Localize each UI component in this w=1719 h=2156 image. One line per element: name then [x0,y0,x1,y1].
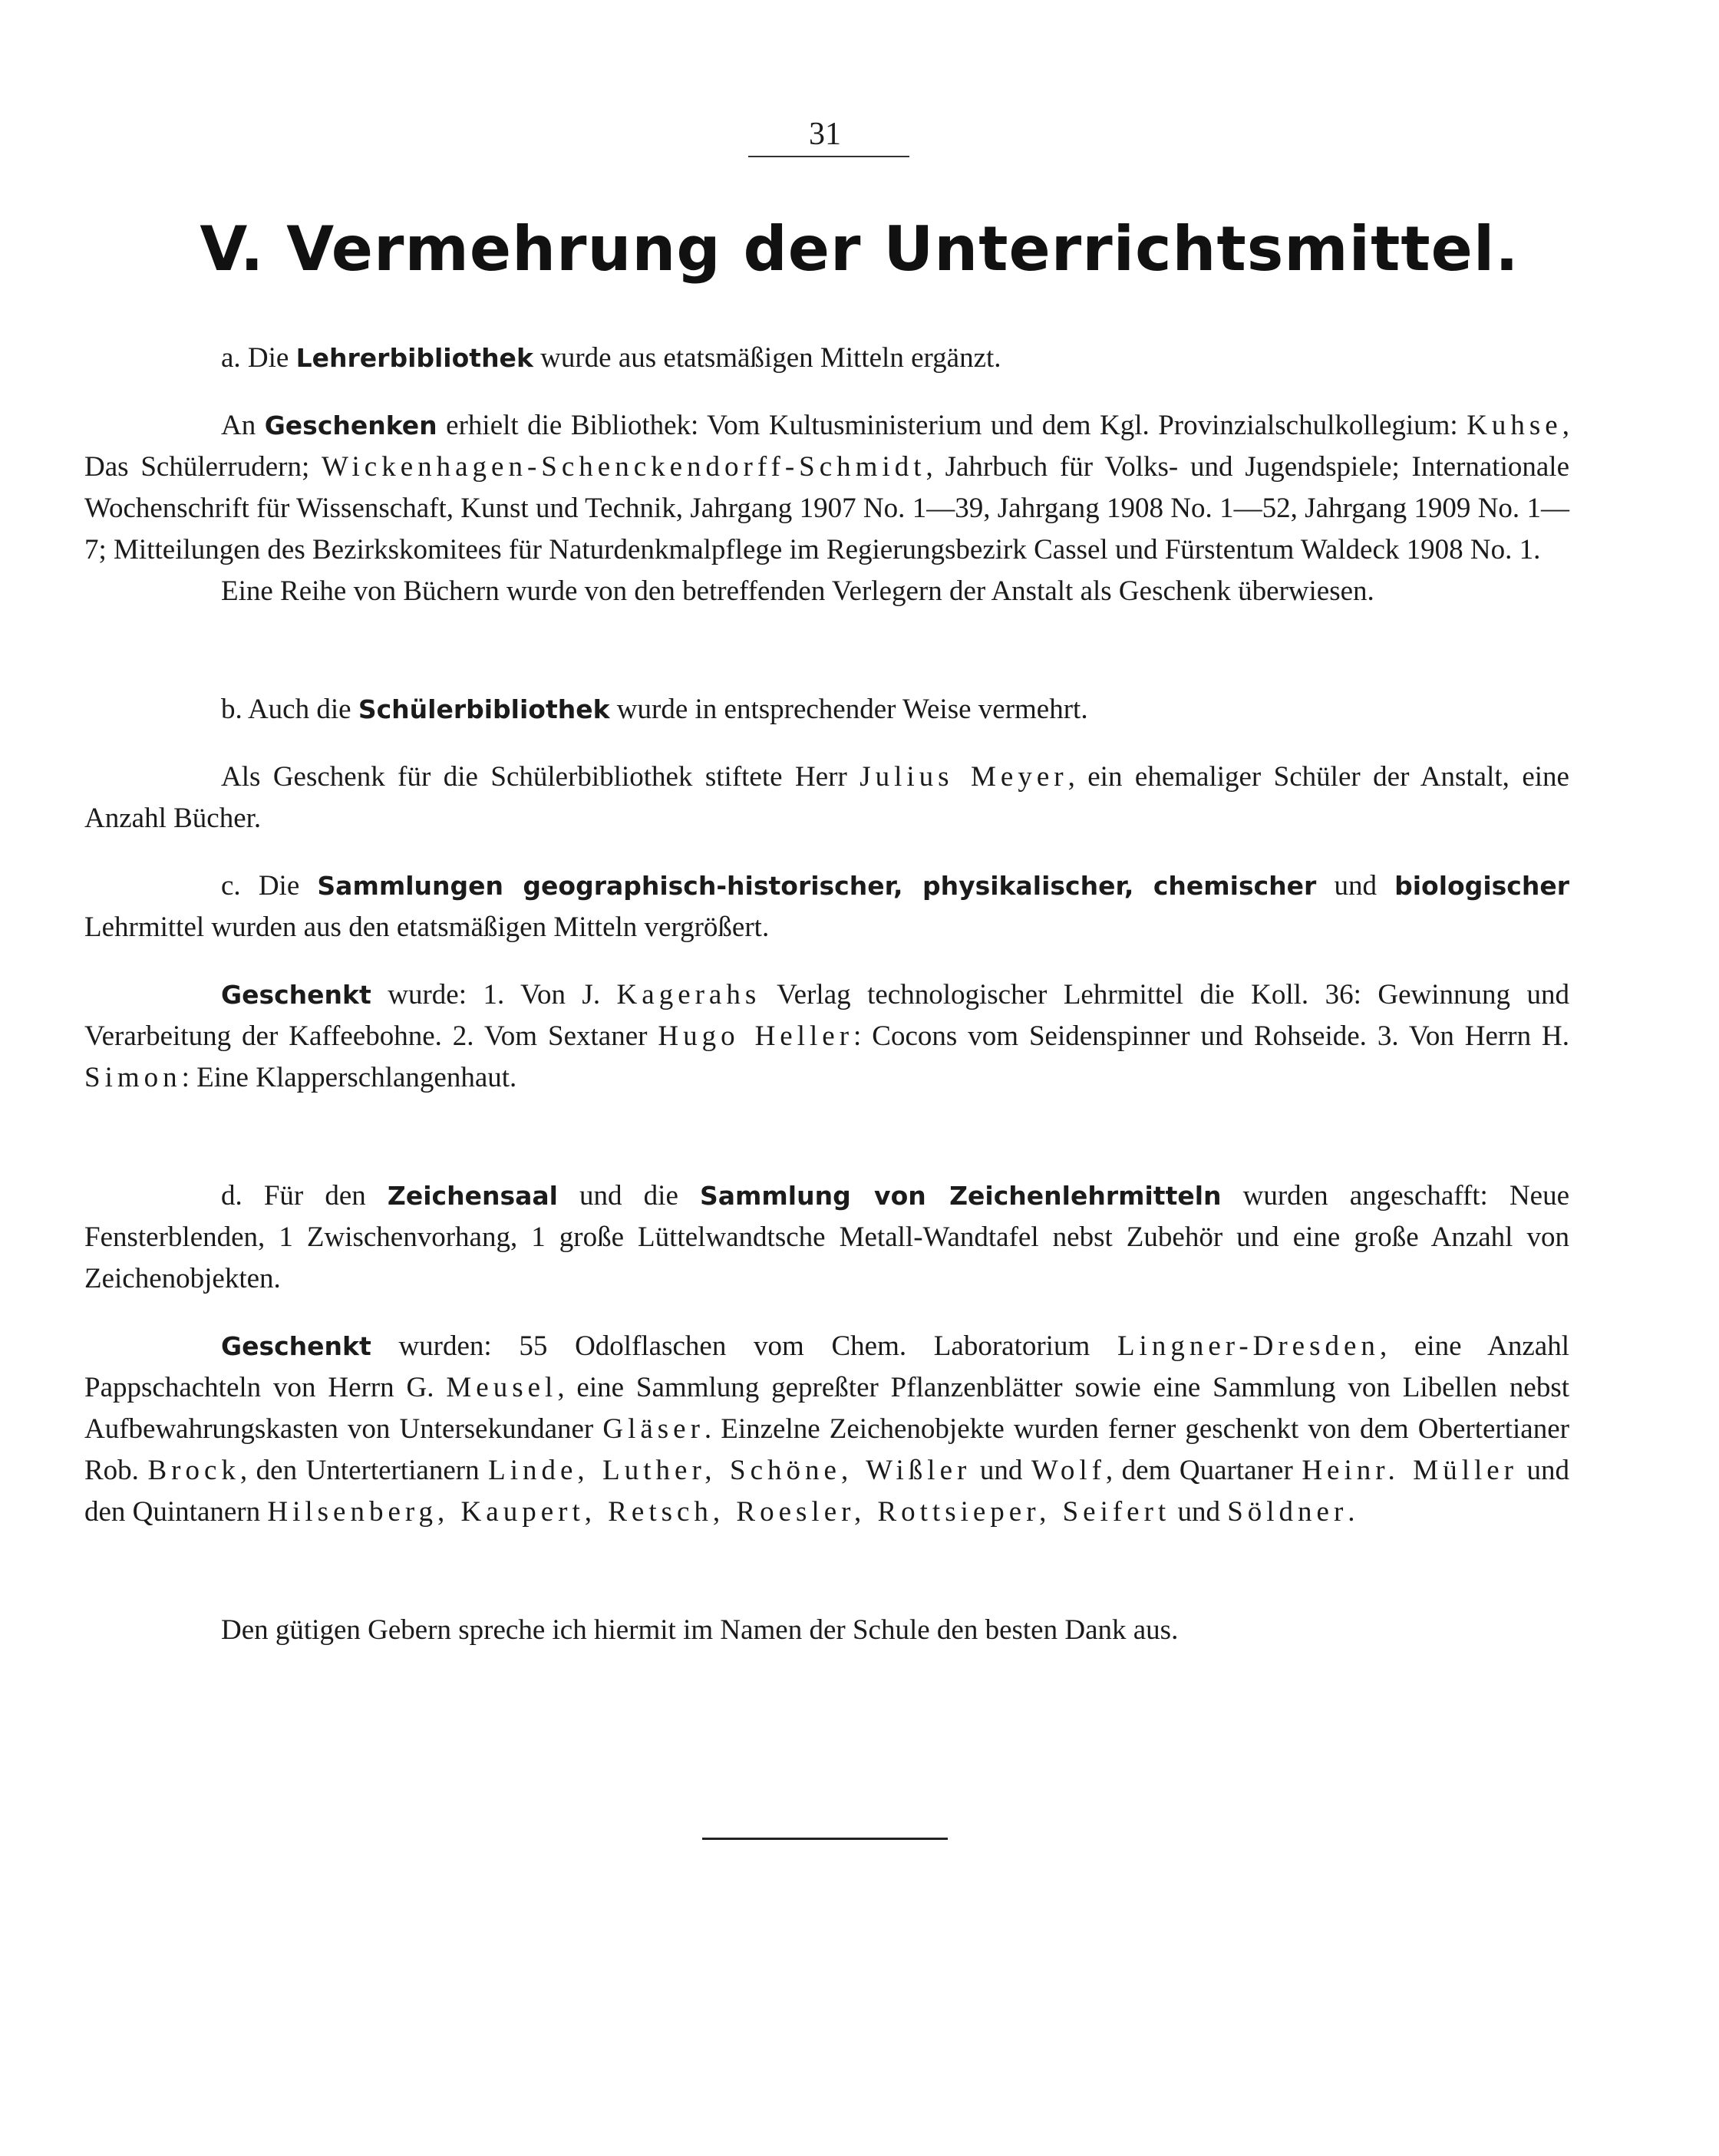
body-text [84,338,1569,1651]
page-number: 31 [809,117,841,152]
section-a-paragraph-3: Eine Reihe von Büchern wurde von den betreffenden Verlegern der Anstalt als Geschenk überwiesen. [221,575,1374,607]
page-number-rule [748,156,909,157]
section-b-paragraph-2: Als Geschenk für die Schülerbibliothek stiftete Herr Julius Meyer, ein ehemaliger Schüler der Anstalt, eine Anzahl Bücher. [84,761,1569,834]
section-a-paragraph-1: a. Die Lehrerbibliothek wurde aus etatsmäßigen Mitteln ergänzt. [221,342,1001,374]
closing-rule [702,1838,948,1840]
closing-paragraph: Den gütigen Gebern spreche ich hiermit im Namen der Schule den besten Dank aus. [221,1614,1179,1646]
section-c-paragraph-2: Geschenkt wurde: 1. Von J. Kagerahs Verlag technologischer Lehrmittel die Koll. 36: Gewinnung und Verarbeitung der Kaffeebohne. 2. Vom Sextaner Hugo Heller: Cocons vom Seidenspinner und Rohseide. 3. Von Herrn H. Simon: Eine Klapperschlangenhaut. [84,979,1569,1093]
section-a-paragraph-2: An Geschenken erhielt die Bibliothek: Vom Kultusministerium und dem Kgl. Provinzialschulkollegium: Kuhse, Das Schülerrudern; Wickenhagen-Schenckendorff-Schmidt, Jahrbuch für Volks- und Jugendspiele; Internationale Wochenschrift für Wissenschaft, Kunst und Technik, Jahrgang 1907 No. 1—39, Jahrgang 1908 No. 1—52, Jahrgang 1909 No. 1—7; Mitteilungen des Bezirkskomitees für Naturdenkmalpflege im Regierungsbezirk Cassel und Fürstentum Waldeck 1908 No. 1. [84,410,1569,565]
section-d-paragraph-1: d. Für den Zeichensaal und die Sammlung von Zeichenlehrmitteln wurden angeschafft: Neue Fensterblenden, 1 Zwischenvorhang, 1 große Lüttelwandtsche Metall-Wandtafel nebst Zubehör und eine große Anzahl von Zeichenobjekten. [84,1180,1570,1294]
section-c-paragraph-1: c. Die Sammlungen geographisch-historischer, physikalischer, chemischer und biologischer Lehrmittel wurden aus den etatsmäßigen Mitteln vergrößert. [84,870,1569,943]
chapter-title: V. Vermehrung der Unterrichtsmittel. [200,213,1519,285]
section-b-paragraph-1: b. Auch die Schülerbibliothek wurde in entsprechender Weise vermehrt. [221,694,1088,725]
section-d-paragraph-2: Geschenkt wurden: 55 Odolflaschen vom Chem. Laboratorium Lingner-Dresden, eine Anzahl Pappschachteln von Herrn G. Meusel, eine Sammlung gepreßter Pflanzenblätter sowie eine Sammlung von Libellen nebst Aufbewahrungskasten von Untersekundaner Gläser. Einzelne Zeichenobjekte wurden ferner geschenkt von dem Obertertianer Rob. Brock, den Untertertianern Linde, Luther, Schöne, Wißler und Wolf, dem Quartaner Heinr. Müller und den Quintanern Hilsenberg, Kaupert, Retsch, Roesler, Rottsieper, Seifert und Söldner. [84,1330,1570,1528]
